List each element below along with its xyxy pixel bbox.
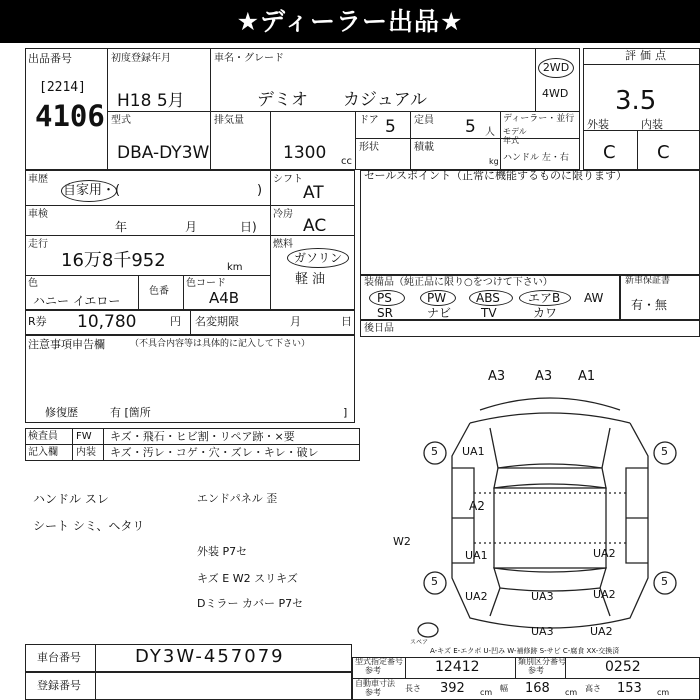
rear-items-box bbox=[360, 320, 700, 337]
fuel-circle: ガソリン bbox=[287, 248, 349, 268]
drive-4wd: 4WD bbox=[542, 87, 569, 100]
diagram-mark: W2 bbox=[393, 535, 411, 548]
note-line: キズ E W2 スリキズ bbox=[197, 572, 298, 585]
note-line: シート シミ、ヘタリ bbox=[33, 519, 145, 533]
diagram-mark: A3 bbox=[488, 369, 506, 384]
inspector-row1: キズ・飛石・ヒビ割・リペア跡・×要 bbox=[110, 430, 295, 443]
category-sub: 参考 bbox=[528, 666, 544, 675]
usage-label: 車歴 bbox=[28, 174, 48, 185]
equip-leather: カワ bbox=[533, 306, 558, 320]
warranty-label: 新車保証書 bbox=[625, 276, 671, 286]
door-value: 5 bbox=[385, 117, 396, 137]
diagram-mark: UA2 bbox=[590, 625, 613, 638]
model-year-label: モデル年式 bbox=[503, 127, 527, 145]
mileage-unit: km bbox=[227, 262, 243, 273]
model-cert-sub: 参考 bbox=[365, 666, 381, 675]
name-change-day: 日 bbox=[341, 315, 352, 328]
inspection-label: 車検 bbox=[28, 209, 48, 220]
score-label: 評価点 bbox=[625, 49, 670, 62]
inspection-day: 日) bbox=[240, 220, 257, 234]
displacement-value: 1300 bbox=[283, 143, 327, 163]
equip-navi: ナビ bbox=[427, 306, 452, 320]
load-label: 積載 bbox=[414, 142, 434, 153]
inspector-label2: 記入欄 bbox=[28, 447, 58, 458]
category-label: 類別区分番号 bbox=[518, 657, 566, 666]
repair-label: 修復歴 bbox=[45, 406, 78, 419]
equip-airbag: エアB bbox=[528, 291, 561, 305]
diagram-mark: UA3 bbox=[531, 625, 554, 638]
chassis-value: DY3W-457079 bbox=[135, 646, 285, 667]
diagram-mark: UA1 bbox=[465, 549, 488, 562]
car-name-value: デミオ bbox=[257, 90, 308, 110]
fuel-value2: 軽油 bbox=[295, 272, 330, 287]
equip-sr: SR bbox=[377, 306, 393, 320]
size-length-label: 長さ bbox=[405, 684, 421, 693]
aircon-label: 冷房 bbox=[273, 209, 293, 220]
drive-2wd-circle: 2WD bbox=[538, 58, 574, 78]
size-width-label: 幅 bbox=[500, 684, 508, 693]
repair-value: 有 [箇所 bbox=[110, 406, 151, 419]
fuel-label: 燃料 bbox=[273, 239, 293, 250]
recycle-unit: 円 bbox=[170, 315, 181, 328]
lot-code: [2214] bbox=[39, 80, 86, 95]
exterior-grade: C bbox=[603, 142, 616, 163]
dealer-label: ディーラー・並行 bbox=[503, 114, 575, 124]
diagram-mark: UA1 bbox=[462, 445, 485, 458]
size-sub: 参考 bbox=[365, 688, 381, 697]
model-cert-value: 12412 bbox=[435, 659, 480, 675]
size-label: 自動車寸法 bbox=[355, 679, 395, 688]
aircon-value: AC bbox=[303, 216, 327, 236]
recycle-label: R券 bbox=[28, 315, 47, 328]
lot-label: 出品番号 bbox=[28, 52, 72, 65]
notes-sub: （不具合内容等は具体的に記入して下さい） bbox=[130, 339, 311, 349]
size-unit: cm bbox=[565, 688, 578, 697]
capacity-unit: 人 bbox=[485, 127, 495, 138]
capacity-value: 5 bbox=[465, 117, 476, 137]
usage-circle bbox=[61, 180, 117, 202]
page-header: ★ディーラー出品★ bbox=[0, 0, 700, 43]
category-value: 0252 bbox=[605, 659, 641, 675]
size-width: 168 bbox=[525, 681, 550, 696]
name-change-label: 名変期限 bbox=[195, 315, 239, 328]
note-line: 外装 P7セ bbox=[197, 545, 248, 558]
note-line: Dミラー カバー P7セ bbox=[197, 597, 304, 610]
diagram-mark: A3 bbox=[535, 369, 553, 384]
color-value: ハニー イエロー bbox=[33, 294, 121, 308]
color-code-label: 色コード bbox=[186, 278, 226, 289]
model-cert-label: 型式指定番号 bbox=[355, 657, 403, 666]
note-line: ハンドル スレ bbox=[33, 492, 109, 506]
shift-value: AT bbox=[303, 183, 324, 203]
shape-label: 形状 bbox=[359, 142, 379, 153]
model-value: DBA-DY3W bbox=[117, 143, 210, 163]
size-unit: cm bbox=[480, 688, 493, 697]
usage-close: ) bbox=[257, 183, 263, 198]
diagram-mark: 5 bbox=[661, 575, 668, 588]
inspector-interior: 内装 bbox=[76, 447, 96, 458]
door-label: ドア bbox=[359, 115, 379, 126]
sales-point-box bbox=[360, 170, 700, 275]
diagram-mark: 5 bbox=[661, 445, 668, 458]
reg-date-label: 初度登録年月 bbox=[111, 53, 171, 64]
color-label: 色 bbox=[28, 278, 38, 289]
score-value: 3.5 bbox=[615, 86, 657, 116]
inspector-row2: キズ・汚レ・コゲ・穴・ズレ・キレ・破レ bbox=[110, 446, 319, 459]
interior-label: 内装 bbox=[641, 118, 663, 131]
diagram-mark: UA2 bbox=[465, 590, 488, 603]
diagram-mark: 5 bbox=[431, 575, 438, 588]
notes-label: 注意事項申告欄 bbox=[28, 338, 105, 351]
size-height-label: 高さ bbox=[585, 684, 601, 693]
load-unit: kg bbox=[489, 157, 499, 166]
spare-label: スペア bbox=[410, 639, 429, 646]
size-height: 153 bbox=[617, 681, 642, 696]
model-label: 型式 bbox=[111, 115, 131, 126]
size-length: 392 bbox=[440, 681, 465, 696]
auction-sheet bbox=[25, 48, 700, 700]
inspector-label1: 検査員 bbox=[28, 431, 58, 442]
chassis-label: 車台番号 bbox=[37, 651, 81, 664]
diagram-mark: UA2 bbox=[593, 547, 616, 560]
diagram-mark: UA3 bbox=[531, 590, 554, 603]
car-name-label: 車名・グレード bbox=[214, 53, 284, 64]
usage-value: 自家用・( bbox=[63, 183, 121, 198]
displacement-label: 排気量 bbox=[214, 115, 244, 126]
note-line: エンドパネル 歪 bbox=[197, 492, 278, 505]
recycle-value: 10,780 bbox=[77, 312, 137, 332]
warranty-value: 有・無 bbox=[631, 298, 668, 312]
registration-label: 登録番号 bbox=[37, 679, 81, 692]
mileage-value: 16万8千952 bbox=[61, 250, 166, 271]
diagram-mark: UA2 bbox=[593, 588, 616, 601]
equip-pw: PW bbox=[427, 291, 447, 305]
repair-close: ] bbox=[343, 406, 348, 419]
size-unit: cm bbox=[657, 688, 670, 697]
lot-number: 4106 bbox=[35, 99, 105, 133]
equip-aw: AW bbox=[584, 291, 604, 305]
reg-date-value: H18 5月 bbox=[117, 91, 185, 111]
rear-items-label: 後日品 bbox=[364, 323, 394, 334]
mileage-label: 走行 bbox=[28, 239, 48, 250]
equip-ps: PS bbox=[377, 291, 392, 305]
equip-tv: TV bbox=[481, 306, 497, 320]
diagram-mark: A2 bbox=[469, 499, 485, 513]
diagram-mark: 5 bbox=[431, 445, 438, 458]
diagram-mark: A1 bbox=[578, 369, 596, 384]
capacity-label: 定員 bbox=[414, 115, 434, 126]
sales-point-label: セールスポイント（正常に機能するものに限ります） bbox=[364, 169, 628, 182]
exterior-label: 外装 bbox=[587, 118, 609, 131]
inspector-fw: FW bbox=[76, 431, 92, 442]
name-change-month: 月 bbox=[290, 315, 301, 328]
car-grade-value: カジュアル bbox=[343, 90, 427, 110]
interior-grade: C bbox=[657, 142, 670, 163]
displacement-unit: cc bbox=[341, 156, 352, 167]
equip-abs: ABS bbox=[476, 291, 500, 305]
color-no-label: 色番 bbox=[149, 286, 169, 297]
color-code-value: A4B bbox=[209, 289, 240, 307]
shift-label: シフト bbox=[273, 174, 303, 185]
inspection-month: 月 bbox=[185, 220, 198, 234]
damage-legend: A-キズ E-エクボ U-凹み W-補修跡 S-サビ C-腐食 XX-交換済 bbox=[430, 647, 620, 655]
inspection-year: 年 bbox=[115, 220, 128, 234]
equipment-label: 装備品（純正品に限り○をつけて下さい） bbox=[364, 277, 553, 288]
handle-label: ハンドル 左・右 bbox=[503, 153, 569, 163]
